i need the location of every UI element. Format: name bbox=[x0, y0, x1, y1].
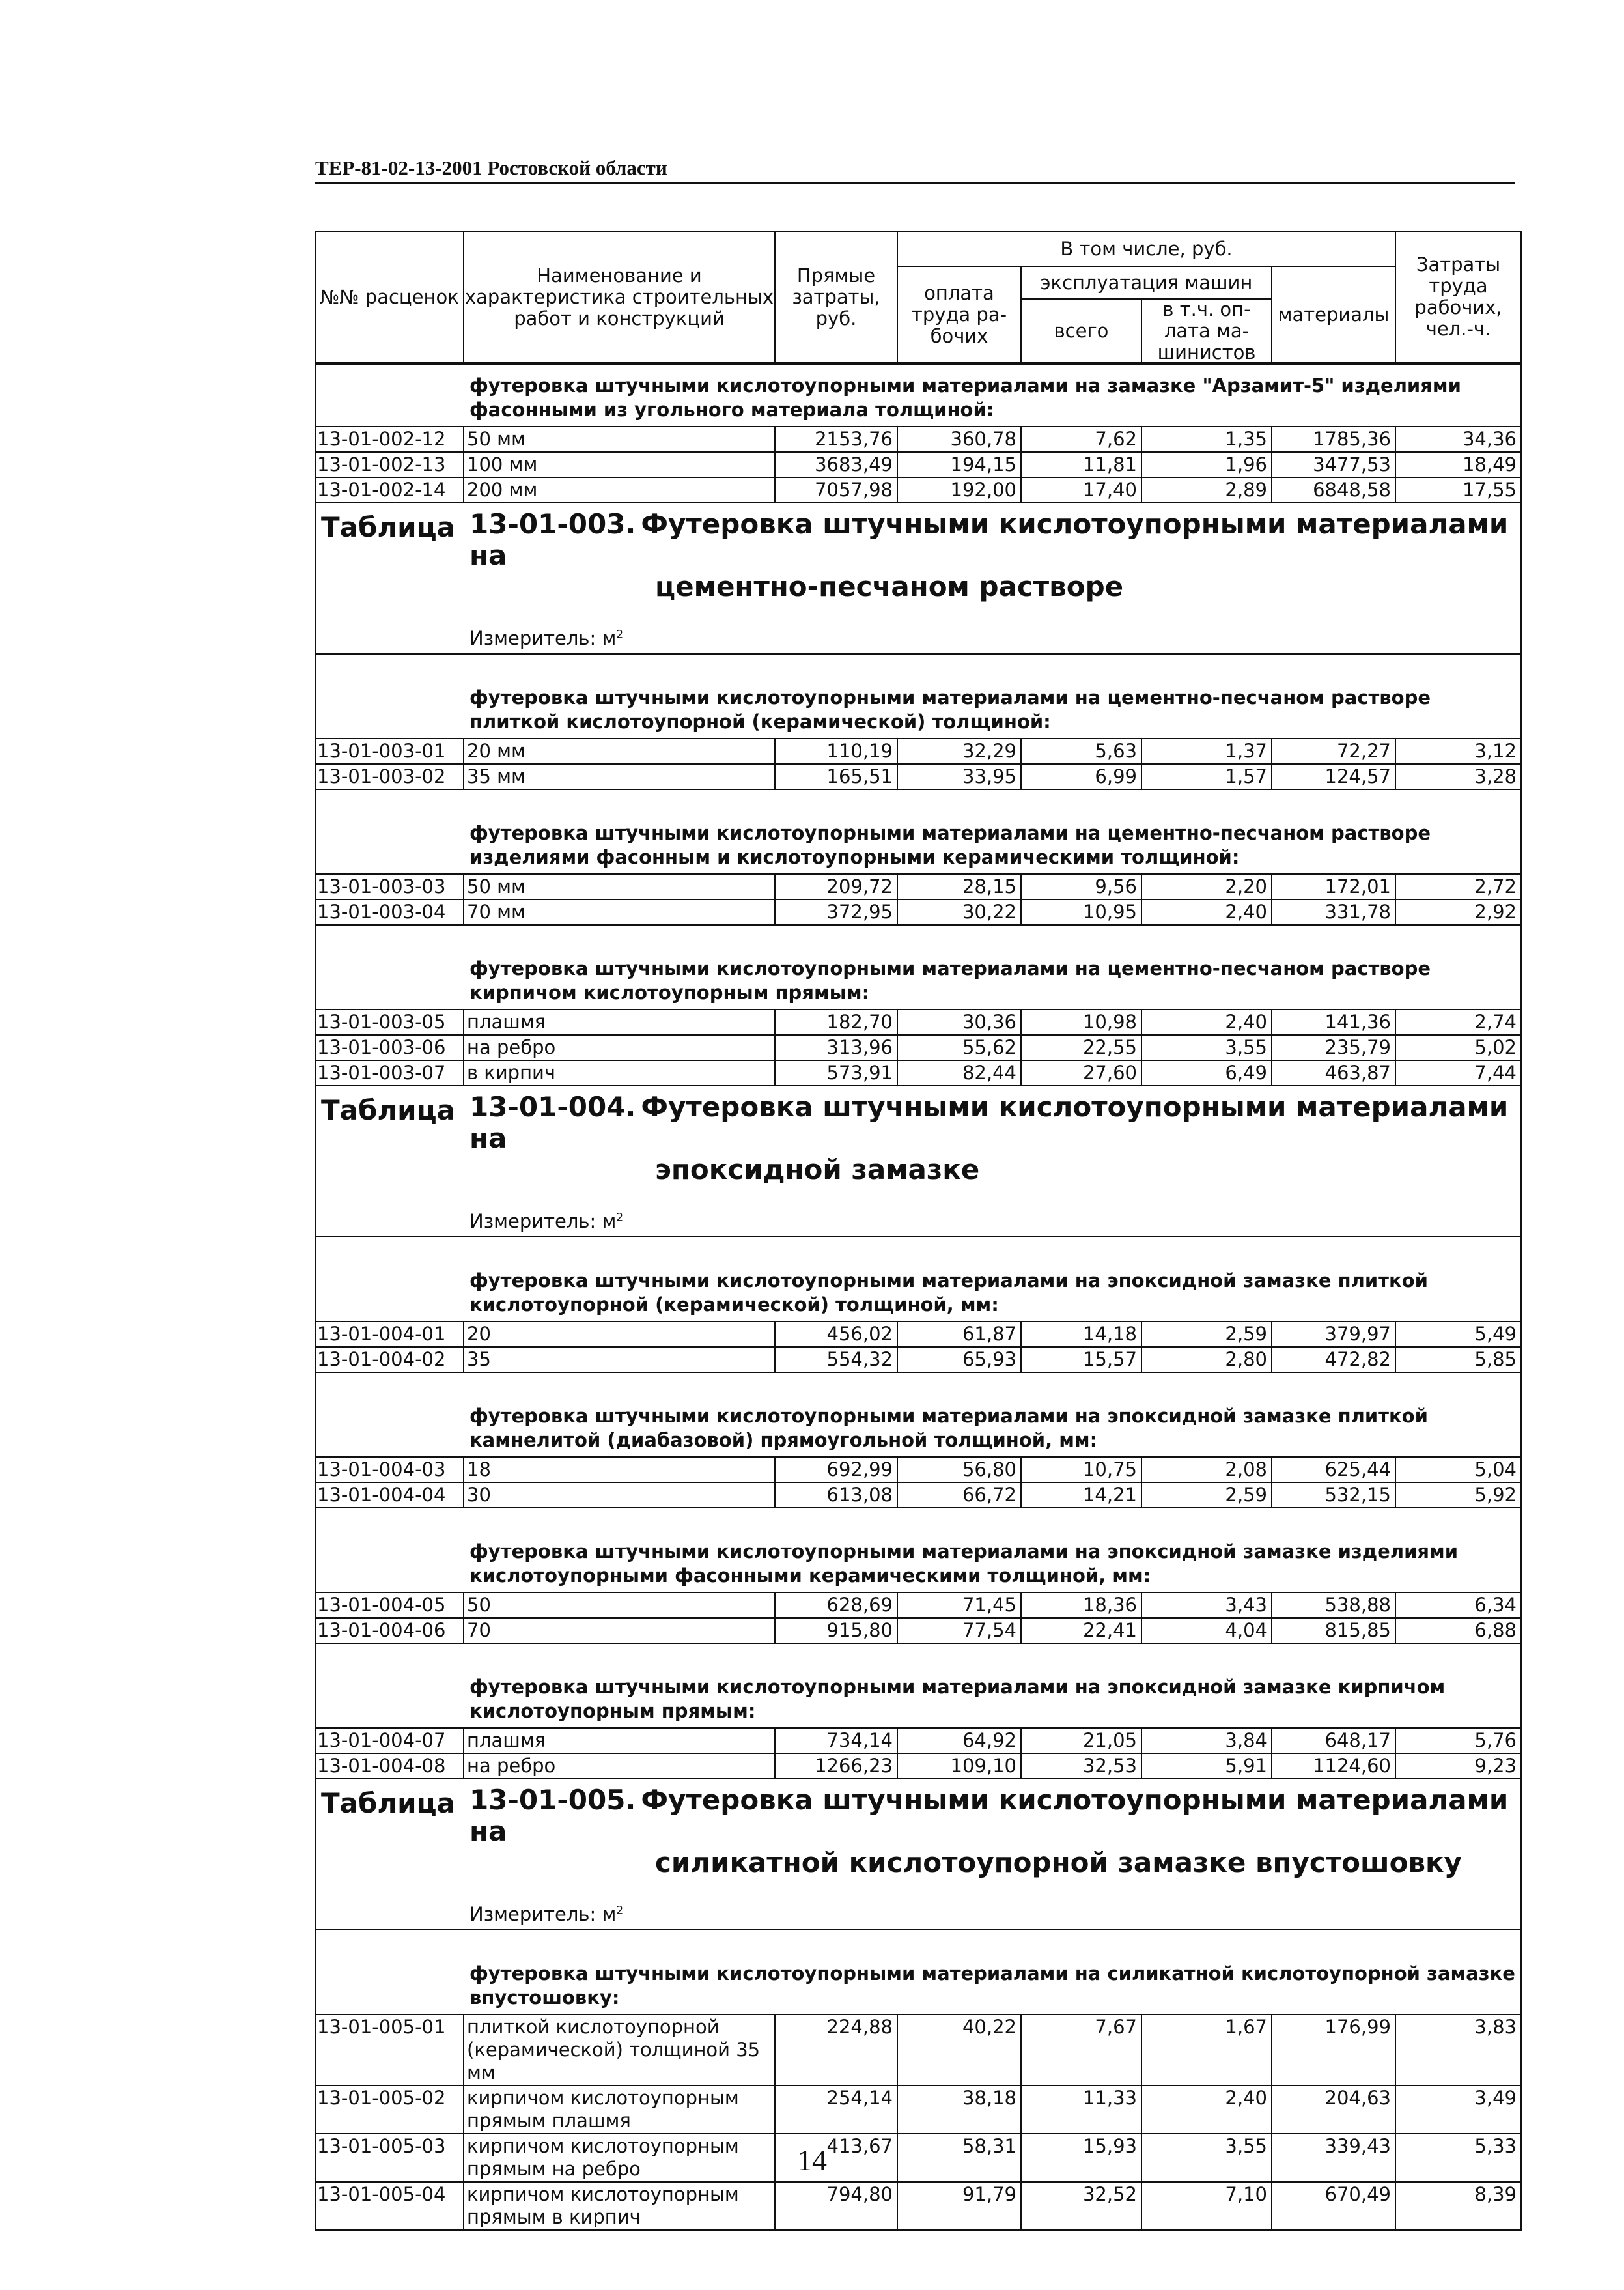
machinists-wages: 1,35 bbox=[1142, 427, 1272, 451]
machines-cost: 22,55 bbox=[1022, 1036, 1142, 1060]
direct-cost: 1266,23 bbox=[776, 1754, 898, 1778]
work-name: кирпичом кислотоупорным прямым плашмя bbox=[464, 2086, 776, 2133]
wages-cost: 91,79 bbox=[898, 2183, 1022, 2229]
rates-table bbox=[315, 231, 1522, 2231]
labor-cost: 5,49 bbox=[1474, 1323, 1517, 1345]
machines-cost: 7,62 bbox=[1022, 427, 1142, 451]
labor-cost: 9,23 bbox=[1474, 1755, 1517, 1777]
wages-cost: 58,31 bbox=[898, 2134, 1022, 2181]
wages-cost: 30,36 bbox=[898, 1010, 1022, 1034]
rate-code: 13-01-004-01 bbox=[316, 1322, 464, 1346]
materials-cost: 1785,36 bbox=[1272, 427, 1396, 451]
wages-cost: 192,00 bbox=[898, 478, 1022, 502]
col-labor-header: Затраты труда рабочих, чел.-ч. bbox=[1396, 232, 1520, 363]
wages-cost: 33,95 bbox=[898, 765, 1022, 789]
section-spacer bbox=[316, 1507, 1520, 1531]
materials-cost: 6848,58 bbox=[1272, 478, 1396, 502]
wages-cost: 194,15 bbox=[898, 453, 1022, 477]
labor-cost: 5,85 bbox=[1474, 1348, 1517, 1370]
machines-cost: 22,41 bbox=[1022, 1619, 1142, 1643]
table-label: Таблица bbox=[321, 1094, 455, 1126]
machines-cost: 9,56 bbox=[1022, 875, 1142, 899]
table-row bbox=[316, 1617, 1520, 1643]
machinists-wages: 5,91 bbox=[1142, 1754, 1272, 1778]
rate-code: 13-01-004-05 bbox=[316, 1593, 464, 1617]
rate-code: 13-01-004-03 bbox=[316, 1458, 464, 1482]
table-row bbox=[316, 738, 1520, 763]
machinists-wages: 2,08 bbox=[1142, 1458, 1272, 1482]
machinists-wages: 4,04 bbox=[1142, 1619, 1272, 1643]
machinists-wages: 1,96 bbox=[1142, 453, 1272, 477]
direct-cost: 209,72 bbox=[776, 875, 898, 899]
table-row bbox=[316, 1753, 1520, 1778]
direct-cost: 554,32 bbox=[776, 1348, 898, 1372]
table-title-line1: Футеровка штучными кислотоупорными материалами на bbox=[469, 1091, 1509, 1154]
wages-cost: 30,22 bbox=[898, 900, 1022, 924]
materials-cost: 331,78 bbox=[1272, 900, 1396, 924]
materials-cost: 235,79 bbox=[1272, 1036, 1396, 1060]
machinists-wages: 2,20 bbox=[1142, 875, 1272, 899]
direct-cost: 2153,76 bbox=[776, 427, 898, 451]
col-name-header: Наименование и характеристика строительных работ и конструкций bbox=[464, 232, 776, 363]
table-row bbox=[316, 1456, 1520, 1482]
labor-cost: 6,88 bbox=[1474, 1619, 1517, 1641]
labor-cost: 34,36 bbox=[1462, 428, 1517, 450]
materials-cost: 141,36 bbox=[1272, 1010, 1396, 1034]
wages-cost: 109,10 bbox=[898, 1754, 1022, 1778]
work-name: 70 bbox=[464, 1619, 776, 1643]
direct-cost: 413,67 bbox=[776, 2134, 898, 2181]
rate-code: 13-01-004-02 bbox=[316, 1348, 464, 1372]
materials-cost: 815,85 bbox=[1272, 1619, 1396, 1643]
materials-cost: 472,82 bbox=[1272, 1348, 1396, 1372]
table-row bbox=[316, 1321, 1520, 1346]
measure-unit: Измеритель: $м^2$ bbox=[469, 627, 624, 649]
section-title: футеровка штучными кислотоупорными материалами на эпоксидной замазке изделиями кислотоупорными фасонными керамическими толщиной, мм: bbox=[469, 1540, 1459, 1587]
machines-cost: 11,33 bbox=[1022, 2086, 1142, 2133]
wages-cost: 61,87 bbox=[898, 1322, 1022, 1346]
table-title-line1: Футеровка штучными кислотоупорными материалами на bbox=[469, 1784, 1509, 1847]
direct-cost: 734,14 bbox=[776, 1729, 898, 1753]
wages-cost: 71,45 bbox=[898, 1593, 1022, 1617]
labor-cost: 2,92 bbox=[1474, 901, 1517, 923]
machines-cost: 27,60 bbox=[1022, 1061, 1142, 1085]
rate-code: 13-01-005-03 bbox=[316, 2134, 464, 2181]
direct-cost: 254,14 bbox=[776, 2086, 898, 2133]
materials-cost: 538,88 bbox=[1272, 1593, 1396, 1617]
wages-cost: 56,80 bbox=[898, 1458, 1022, 1482]
materials-cost: 176,99 bbox=[1272, 2015, 1396, 2085]
materials-cost: 670,49 bbox=[1272, 2183, 1396, 2229]
machines-cost: 15,93 bbox=[1022, 2134, 1142, 2181]
machinists-wages: 2,59 bbox=[1142, 1322, 1272, 1346]
table-label: Таблица bbox=[321, 511, 455, 543]
col-including-header: В том числе, руб. bbox=[898, 232, 1396, 267]
section-spacer bbox=[316, 1236, 1520, 1260]
rate-code: 13-01-002-14 bbox=[316, 478, 464, 502]
direct-cost: 110,19 bbox=[776, 739, 898, 763]
machines-cost: 10,98 bbox=[1022, 1010, 1142, 1034]
labor-cost: 17,55 bbox=[1462, 479, 1517, 501]
machinists-wages: 2,80 bbox=[1142, 1348, 1272, 1372]
wages-cost: 66,72 bbox=[898, 1483, 1022, 1507]
section-spacer bbox=[316, 1372, 1520, 1395]
col-machines-header: эксплуатация машин bbox=[1022, 267, 1272, 300]
machinists-wages: 2,89 bbox=[1142, 478, 1272, 502]
work-name: кирпичом кислотоупорным прямым в кирпич bbox=[464, 2183, 776, 2229]
work-name: 50 мм bbox=[464, 875, 776, 899]
work-name: 20 мм bbox=[464, 739, 776, 763]
col-machines-wages-header: в т.ч. оп- лата ма- шинистов bbox=[1142, 300, 1272, 363]
materials-cost: 72,27 bbox=[1272, 739, 1396, 763]
labor-cost: 5,76 bbox=[1474, 1729, 1517, 1751]
table-row bbox=[316, 477, 1520, 502]
table-row bbox=[316, 1034, 1520, 1060]
rate-code: 13-01-005-02 bbox=[316, 2086, 464, 2133]
rate-code: 13-01-003-01 bbox=[316, 739, 464, 763]
table-row bbox=[316, 451, 1520, 477]
direct-cost: 613,08 bbox=[776, 1483, 898, 1507]
machinists-wages: 6,49 bbox=[1142, 1061, 1272, 1085]
section-spacer bbox=[316, 789, 1520, 812]
rate-code: 13-01-003-02 bbox=[316, 765, 464, 789]
section-spacer bbox=[316, 653, 1520, 677]
section-title: футеровка штучными кислотоупорными материалами на цементно-песчаном растворе изделиями фасонным и кислотоупорными керамическими толщиной: bbox=[469, 822, 1431, 868]
labor-cost: 2,72 bbox=[1474, 875, 1517, 898]
col-machines-total-header: всего bbox=[1022, 300, 1142, 363]
machines-cost: 18,36 bbox=[1022, 1593, 1142, 1617]
rate-code: 13-01-003-03 bbox=[316, 875, 464, 899]
machinists-wages: 3,55 bbox=[1142, 1036, 1272, 1060]
rate-code: 13-01-003-06 bbox=[316, 1036, 464, 1060]
materials-cost: 648,17 bbox=[1272, 1729, 1396, 1753]
work-name: 35 bbox=[464, 1348, 776, 1372]
col-materials-header: материалы bbox=[1272, 267, 1396, 363]
labor-cost: 2,74 bbox=[1474, 1011, 1517, 1033]
work-name: 70 мм bbox=[464, 900, 776, 924]
rate-code: 13-01-004-06 bbox=[316, 1619, 464, 1643]
table-row bbox=[316, 426, 1520, 451]
machines-cost: 7,67 bbox=[1022, 2015, 1142, 2085]
materials-cost: 463,87 bbox=[1272, 1061, 1396, 1085]
machinists-wages: 1,37 bbox=[1142, 739, 1272, 763]
work-name: 100 мм bbox=[464, 453, 776, 477]
work-name: 50 мм bbox=[464, 427, 776, 451]
section-spacer bbox=[316, 1929, 1520, 1953]
document-header: ТЕР-81-02-13-2001 Ростовской области bbox=[315, 156, 1515, 184]
work-name: 18 bbox=[464, 1458, 776, 1482]
machinists-wages: 3,84 bbox=[1142, 1729, 1272, 1753]
table-title-004 bbox=[316, 1085, 1520, 1232]
measure-unit: Измеритель: $м^2$ bbox=[469, 1210, 624, 1232]
machinists-wages: 3,43 bbox=[1142, 1593, 1272, 1617]
machines-cost: 32,52 bbox=[1022, 2183, 1142, 2229]
rate-code: 13-01-004-08 bbox=[316, 1754, 464, 1778]
machines-cost: 14,18 bbox=[1022, 1322, 1142, 1346]
table-number: 13-01-003. bbox=[469, 508, 636, 540]
machines-cost: 6,99 bbox=[1022, 765, 1142, 789]
labor-cost: 5,33 bbox=[1474, 2135, 1517, 2157]
machines-cost: 15,57 bbox=[1022, 1348, 1142, 1372]
direct-cost: 372,95 bbox=[776, 900, 898, 924]
materials-cost: 172,01 bbox=[1272, 875, 1396, 899]
direct-cost: 182,70 bbox=[776, 1010, 898, 1034]
table-header bbox=[316, 231, 1520, 365]
table-row bbox=[316, 763, 1520, 789]
table-title-line2: эпоксидной замазке bbox=[655, 1153, 980, 1185]
table-number: 13-01-004. bbox=[469, 1091, 636, 1123]
materials-cost: 3477,53 bbox=[1272, 453, 1396, 477]
direct-cost: 794,80 bbox=[776, 2183, 898, 2229]
work-name: 50 bbox=[464, 1593, 776, 1617]
rate-code: 13-01-002-13 bbox=[316, 453, 464, 477]
labor-cost: 3,12 bbox=[1474, 740, 1517, 762]
materials-cost: 339,43 bbox=[1272, 2134, 1396, 2181]
labor-cost: 5,04 bbox=[1474, 1458, 1517, 1480]
machines-cost: 32,53 bbox=[1022, 1754, 1142, 1778]
table-title-003 bbox=[316, 502, 1520, 649]
labor-cost: 5,02 bbox=[1474, 1036, 1517, 1058]
wages-cost: 55,62 bbox=[898, 1036, 1022, 1060]
materials-cost: 204,63 bbox=[1272, 2086, 1396, 2133]
table-row bbox=[316, 1592, 1520, 1617]
table-row bbox=[316, 899, 1520, 924]
materials-cost: 379,97 bbox=[1272, 1322, 1396, 1346]
labor-cost: 3,49 bbox=[1474, 2087, 1517, 2109]
work-name: в кирпич bbox=[464, 1061, 776, 1085]
table-title-line2: силикатной кислотоупорной замазке впустошовку bbox=[655, 1846, 1462, 1878]
labor-cost: 8,39 bbox=[1474, 2183, 1517, 2205]
work-name: плашмя bbox=[464, 1010, 776, 1034]
table-row bbox=[316, 1346, 1520, 1372]
table-row bbox=[316, 873, 1520, 899]
rate-code: 13-01-002-12 bbox=[316, 427, 464, 451]
page-number: 14 bbox=[797, 2143, 827, 2177]
materials-cost: 532,15 bbox=[1272, 1483, 1396, 1507]
wages-cost: 82,44 bbox=[898, 1061, 1022, 1085]
wages-cost: 64,92 bbox=[898, 1729, 1022, 1753]
table-row bbox=[316, 2085, 1520, 2133]
section-title: футеровка штучными кислотоупорными материалами на эпоксидной замазке плиткой кислотоупорной (керамической) толщиной, мм: bbox=[469, 1269, 1428, 1316]
rate-code: 13-01-003-04 bbox=[316, 900, 464, 924]
table-number: 13-01-005. bbox=[469, 1784, 636, 1816]
section-title: футеровка штучными кислотоупорными материалами на цементно-песчаном растворе плиткой кислотоупорной (керамической) толщиной: bbox=[469, 686, 1431, 733]
section-title: футеровка штучными кислотоупорными материалами на цементно-песчаном растворе кирпичом кислотоупорным прямым: bbox=[469, 957, 1431, 1004]
materials-cost: 1124,60 bbox=[1272, 1754, 1396, 1778]
table-row bbox=[316, 1009, 1520, 1034]
table-row bbox=[316, 2181, 1520, 2229]
col-code-header: №№ расценок bbox=[316, 232, 464, 363]
materials-cost: 124,57 bbox=[1272, 765, 1396, 789]
wages-cost: 32,29 bbox=[898, 739, 1022, 763]
wages-cost: 65,93 bbox=[898, 1348, 1022, 1372]
direct-cost: 573,91 bbox=[776, 1061, 898, 1085]
rate-code: 13-01-005-01 bbox=[316, 2015, 464, 2085]
work-name: на ребро bbox=[464, 1036, 776, 1060]
machinists-wages: 2,59 bbox=[1142, 1483, 1272, 1507]
table-title-005 bbox=[316, 1778, 1520, 1925]
wages-cost: 28,15 bbox=[898, 875, 1022, 899]
machinists-wages: 1,67 bbox=[1142, 2015, 1272, 2085]
labor-cost: 6,34 bbox=[1474, 1594, 1517, 1616]
direct-cost: 628,69 bbox=[776, 1593, 898, 1617]
work-name: 20 bbox=[464, 1322, 776, 1346]
wages-cost: 40,22 bbox=[898, 2015, 1022, 2085]
direct-cost: 224,88 bbox=[776, 2015, 898, 2085]
table-row bbox=[316, 2014, 1520, 2085]
work-name: 30 bbox=[464, 1483, 776, 1507]
section-spacer bbox=[316, 1643, 1520, 1666]
machines-cost: 21,05 bbox=[1022, 1729, 1142, 1753]
rate-code: 13-01-005-04 bbox=[316, 2183, 464, 2229]
table-row bbox=[316, 1727, 1520, 1753]
direct-cost: 165,51 bbox=[776, 765, 898, 789]
table-title-line2: цементно-песчаном растворе bbox=[655, 571, 1124, 602]
direct-cost: 456,02 bbox=[776, 1322, 898, 1346]
direct-cost: 7057,98 bbox=[776, 478, 898, 502]
labor-cost: 18,49 bbox=[1462, 453, 1517, 475]
work-name: плиткой кислотоупорной (керамической) толщиной 35 мм bbox=[464, 2015, 776, 2085]
section-title: футеровка штучными кислотоупорными материалами на замазке "Арзамит-5" изделиями фасонными из угольного материала толщиной: bbox=[469, 375, 1461, 421]
section-title: футеровка штучными кислотоупорными материалами на силикатной кислотоупорной замазке впустошовку: bbox=[469, 1962, 1515, 2009]
direct-cost: 915,80 bbox=[776, 1619, 898, 1643]
work-name: 200 мм bbox=[464, 478, 776, 502]
labor-cost: 3,28 bbox=[1474, 765, 1517, 787]
machines-cost: 11,81 bbox=[1022, 453, 1142, 477]
rate-code: 13-01-004-04 bbox=[316, 1483, 464, 1507]
wages-cost: 38,18 bbox=[898, 2086, 1022, 2133]
work-name: 35 мм bbox=[464, 765, 776, 789]
machines-cost: 17,40 bbox=[1022, 478, 1142, 502]
work-name: плашмя bbox=[464, 1729, 776, 1753]
materials-cost: 625,44 bbox=[1272, 1458, 1396, 1482]
machinists-wages: 3,55 bbox=[1142, 2134, 1272, 2181]
col-wages-header: оплата труда ра- бочих bbox=[898, 267, 1022, 363]
wages-cost: 77,54 bbox=[898, 1619, 1022, 1643]
table-label: Таблица bbox=[321, 1787, 455, 1819]
machinists-wages: 2,40 bbox=[1142, 900, 1272, 924]
table-row bbox=[316, 1482, 1520, 1507]
machinists-wages: 2,40 bbox=[1142, 1010, 1272, 1034]
rate-code: 13-01-004-07 bbox=[316, 1729, 464, 1753]
direct-cost: 3683,49 bbox=[776, 453, 898, 477]
labor-cost: 5,92 bbox=[1474, 1484, 1517, 1506]
col-direct-header: Прямые затраты, руб. bbox=[776, 232, 898, 363]
machines-cost: 5,63 bbox=[1022, 739, 1142, 763]
section-spacer bbox=[316, 924, 1520, 948]
labor-cost: 3,83 bbox=[1474, 2016, 1517, 2038]
work-name: на ребро bbox=[464, 1754, 776, 1778]
machinists-wages: 2,40 bbox=[1142, 2086, 1272, 2133]
work-name: кирпичом кислотоупорным прямым на ребро bbox=[464, 2134, 776, 2181]
labor-cost: 7,44 bbox=[1474, 1062, 1517, 1084]
measure-unit: Измеритель: $м^2$ bbox=[469, 1903, 624, 1925]
rate-code: 13-01-003-05 bbox=[316, 1010, 464, 1034]
rate-code: 13-01-003-07 bbox=[316, 1061, 464, 1085]
machinists-wages: 7,10 bbox=[1142, 2183, 1272, 2229]
machines-cost: 10,95 bbox=[1022, 900, 1142, 924]
machinists-wages: 1,57 bbox=[1142, 765, 1272, 789]
wages-cost: 360,78 bbox=[898, 427, 1022, 451]
table-row bbox=[316, 1060, 1520, 1085]
direct-cost: 313,96 bbox=[776, 1036, 898, 1060]
direct-cost: 692,99 bbox=[776, 1458, 898, 1482]
machines-cost: 10,75 bbox=[1022, 1458, 1142, 1482]
section-title: футеровка штучными кислотоупорными материалами на эпоксидной замазке кирпичом кислотоупорным прямым: bbox=[469, 1676, 1446, 1722]
table-title-line1: Футеровка штучными кислотоупорными материалами на bbox=[469, 508, 1509, 571]
section-title: футеровка штучными кислотоупорными материалами на эпоксидной замазке плиткой камнелитой (диабазовой) прямоугольной толщиной, мм: bbox=[469, 1405, 1428, 1451]
machines-cost: 14,21 bbox=[1022, 1483, 1142, 1507]
